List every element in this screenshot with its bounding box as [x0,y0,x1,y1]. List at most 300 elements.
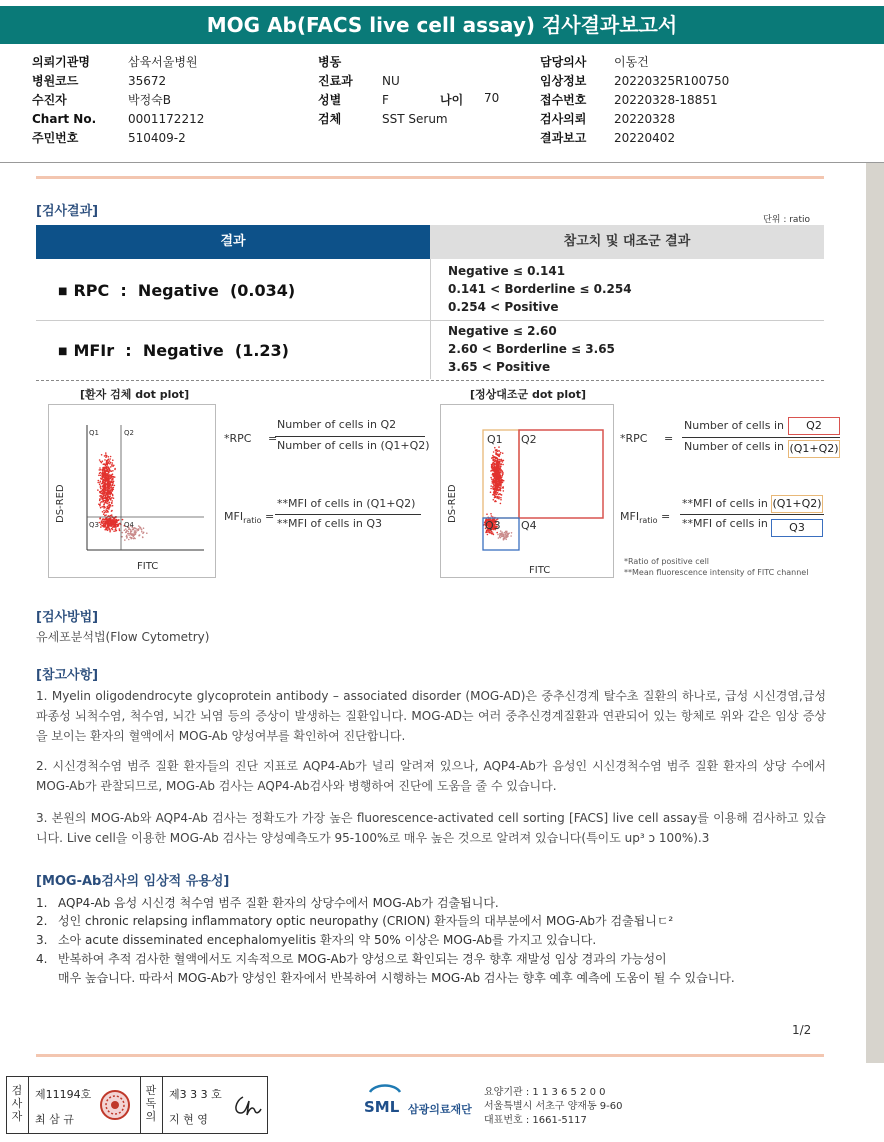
dot-plot-event [105,454,107,456]
dot-plot-event [102,479,104,481]
dot-plot-event [110,518,112,520]
dot-plot-event [99,518,101,520]
dot-plot-event [113,530,115,532]
label-patient: 수진자 [32,93,67,107]
dot-plot-event [126,530,128,532]
dot-plot-event [110,478,112,480]
dot-plot-event [499,455,501,457]
dot-plot-event [100,507,102,509]
dot-plot-event [100,486,102,488]
dot-plot-event [491,480,493,482]
header-col2 [318,53,448,129]
control-rpc-equals: = [664,432,674,445]
dot-plot-event [498,496,500,498]
dot-plot-event [138,530,140,532]
patient-mfi-numerator: **MFI of cells in (Q1+Q2) [277,497,416,510]
control-q2-label: Q2 [521,433,537,446]
reader-label: 판독의 [145,1084,157,1123]
clinical-item-2 [36,911,826,931]
dot-plot-event [107,526,109,528]
patient-mfi-sub: ratio [243,516,262,526]
value-age: 70 [484,91,500,105]
clinical-item-2-num: 2. [36,914,48,928]
dot-plot-event [105,483,107,485]
dot-plot-event [100,469,102,471]
dot-plot-event [505,539,507,541]
patient-dot-plot [48,404,216,578]
dot-plot-event [99,500,101,502]
clinical-item-2-text: 성인 chronic relapsing inflammatory optic neuropathy (CRION) 환자들의 대부분에서 MOG-Ab가 검출됩니ㄷ² [58,914,674,928]
patient-q4-label: Q4 [124,521,134,529]
dot-plot-event [135,533,137,535]
control-q3-label: Q3 [485,519,501,532]
dot-plot-event [107,475,109,477]
dot-plot-event [501,533,503,535]
dot-plot-event [112,459,114,461]
dot-plot-event [496,471,498,473]
dot-plot-event [494,469,496,471]
value-hospital-code: 35672 [128,74,167,88]
patient-mfi-denominator: **MFI of cells in Q3 [277,517,382,530]
label-institution: 의뢰기관명 [32,55,90,69]
dot-plot-event [499,493,501,495]
control-q1q2-box: (Q1+Q2) [788,440,840,458]
control-y-axis-label: DS-RED [447,484,458,523]
dot-plot-event [103,473,105,475]
unit-label: 단위 : ratio [763,215,810,225]
patient-plot-label: [환자 검체 dot plot] [80,388,190,401]
dot-plot-event [112,495,114,497]
dot-plot-event [107,508,109,510]
dot-plot-event [500,466,502,468]
reader-number: 제3 3 3 호 [169,1088,222,1101]
dot-plot-event [492,470,494,472]
dot-plot-event [494,463,496,465]
dot-plot-event [503,460,505,462]
dot-plot-event [501,531,503,533]
clinical-item-3-num: 3. [36,933,48,947]
dot-plot-event [130,533,132,535]
tester-label: 검사자 [11,1084,23,1123]
dot-plot-event [102,499,104,501]
dot-plot-event [501,494,503,496]
dot-plot-event [105,521,107,523]
dot-plot-event [122,532,124,534]
dot-plot-event [505,535,507,537]
dot-plot-event [507,535,509,537]
dot-plot-event [104,500,106,502]
dot-plot-event [113,476,115,478]
reader-label-cell [141,1077,163,1133]
reader-cell [163,1077,267,1133]
dot-plot-event [498,446,500,448]
dot-plot-event [108,524,110,526]
dot-plot-event [111,523,113,525]
control-rpc-name: *RPC [620,432,648,445]
dot-plot-event [99,467,101,469]
dot-plot-event [134,537,136,539]
dot-plot-event [112,462,114,464]
dot-plot-event [113,520,115,522]
dot-plot-event [99,459,101,461]
dot-plot-event [108,456,110,458]
dot-plot-event [106,528,108,530]
tester-label-cell [7,1077,29,1133]
dot-plot-event [499,463,501,465]
rpc-reference [448,262,632,316]
dot-plot-event [493,464,495,466]
dot-plot-event [503,538,505,540]
dot-plot-event [98,480,100,482]
patient-rpc-numerator: Number of cells in Q2 [277,418,397,431]
dot-plot-event [511,532,513,534]
dot-plot-event [126,536,128,538]
label-receipt-no: 접수번호 [540,93,587,107]
dot-plot-event [500,503,502,505]
dot-plot-event [494,497,496,499]
dot-plot-event [112,505,114,507]
dot-plot-event [138,528,140,530]
dot-plot-event [102,470,104,472]
dot-plot-event [107,494,109,496]
dot-plot-event [499,473,501,475]
dot-plot-event [110,462,112,464]
dot-plot-event [102,519,104,521]
dot-plot-event [105,487,107,489]
dot-plot-event [104,523,106,525]
tester-number: 제11194호 [35,1088,92,1101]
control-dot-plot [440,404,614,578]
dot-plot-event [495,488,497,490]
clinical-item-4-num: 4. [36,952,48,966]
page-number: 1/2 [792,1023,812,1037]
dot-plot-event [105,466,107,468]
dot-plot-event [487,534,489,536]
dot-plot-event [111,493,113,495]
dot-plot-event [138,535,140,537]
label-chart-no: Chart No. [32,112,97,126]
dot-plot-event [497,463,499,465]
peach-divider-top [36,176,824,179]
dot-plot-event [128,534,130,536]
method-section-title: [검사방법] [36,610,99,625]
dot-plot-event [100,526,102,528]
mfir-result-text: MFIr : Negative (1.23) [73,341,289,360]
reference-column-header: 참고치 및 대조군 결과 [430,225,824,259]
dot-plot-event [108,515,110,517]
dot-plot-event [491,464,493,466]
dot-plot-event [493,483,495,485]
dot-plot-event [495,459,497,461]
label-sex: 성별 [318,93,342,107]
label-physician: 담당의사 [540,55,587,69]
dot-plot-event [105,511,107,513]
dot-plot-event [108,490,110,492]
rpc-result: ■ RPC : Negative (0.034) [58,281,296,300]
dot-plot-event [497,481,499,483]
dot-plot-event [102,460,104,462]
dot-plot-event [499,450,501,452]
dot-plot-event [140,527,142,529]
dot-plot-event [503,490,505,492]
mfir-ref-borderline: 2.60 < Borderline ≤ 3.65 [448,342,615,356]
dot-plot-event [502,487,504,489]
patient-mfi-name-text: MFI [224,510,244,523]
control-q3-box: Q3 [771,519,823,537]
label-hospital-code: 병원코드 [32,74,79,88]
control-x-axis-label: FITC [529,565,551,576]
dot-plot-event [142,533,144,535]
dot-plot-event [495,467,497,469]
signature-box [6,1076,268,1134]
dot-plot-event [109,523,111,525]
clinical-item-4-cont-text: 매우 높습니다. 따라서 MOG-Ab가 양성인 환자에서 반복하여 시행하는 MOG-Ab 검사는 향후 예후 예측에 도움이 될 수 있습니다. [58,971,735,985]
dot-plot-event [486,513,488,515]
dot-plot-event [108,481,110,483]
patient-rpc-fraction-line [275,436,425,437]
scrollbar-track[interactable] [866,163,884,1063]
dot-plot-event [105,495,107,497]
dot-plot-event [497,472,499,474]
dot-plot-event [109,531,111,533]
dot-plot-event [497,486,499,488]
dot-plot-event [109,496,111,498]
dot-plot-event [501,459,503,461]
dot-plot-event [114,485,116,487]
dot-plot-event [134,530,136,532]
patient-q2-label: Q2 [124,429,134,437]
notes-section-title: [참고사항] [36,668,99,683]
clinical-item-4-cont-num [36,968,58,988]
dot-plot-event [110,498,112,500]
dot-plot-event [496,482,498,484]
dot-plot-event [100,495,102,497]
dot-plot-event [110,456,112,458]
dot-plot-event [105,500,107,502]
dot-plot-event [100,475,102,477]
results-section-title: [검사결과] [36,204,99,219]
dot-plot-event [111,514,113,516]
dot-plot-event [108,493,110,495]
patient-mfi-name: $MFI_{ratio}$ = [224,510,275,526]
label-report-date: 결과보고 [540,131,587,145]
dot-plot-event [490,513,492,515]
dot-plot-event [497,460,499,462]
tester-seal-icon [99,1089,131,1121]
dot-plot-event [124,529,126,531]
dot-plot-event [492,466,494,468]
dot-plot-event [490,488,492,490]
dot-plot-event [99,504,101,506]
dot-plot-event [496,486,498,488]
dot-plot-event [103,506,105,508]
header-col1 [32,53,204,148]
dot-plot-event [114,526,116,528]
dot-plot-event [497,455,499,457]
dot-plot-event [103,521,105,523]
dot-plot-event [109,469,111,471]
patient-q1-label: Q1 [89,429,99,437]
dot-plot-event [499,481,501,483]
dot-plot-event [99,482,101,484]
report-title: MOG Ab(FACS live cell assay) 검사결과보고서 [0,6,884,44]
dot-plot-event [128,539,130,541]
dot-plot-event [130,537,132,539]
value-report-date: 20220402 [614,131,676,145]
dot-plot-event [105,509,107,511]
dot-plot-event [493,488,495,490]
dot-plot-event [97,482,99,484]
dot-plot-event [104,483,106,485]
dot-plot-event [107,506,109,508]
dot-plot-event [503,480,505,482]
dot-plot-event [102,489,104,491]
org-name: 삼광의료재단 [408,1103,472,1116]
dot-plot-event [100,498,102,500]
dot-plot-event [510,535,512,537]
dot-plot-event [124,539,126,541]
value-institution: 삼육서울병원 [128,55,198,69]
dot-plot-event [109,475,111,477]
dot-plot-event [497,534,499,536]
dot-plot-event [100,502,102,504]
dot-plot-event [126,537,128,539]
dot-plot-event [108,488,110,490]
dot-plot-event [495,501,497,503]
org-phone: 대표번호 : 1661-5117 [484,1115,587,1126]
dot-plot-event [499,484,501,486]
table-row-divider [36,320,824,321]
method-text: 유세포분석법(Flow Cytometry) [36,630,210,644]
dot-plot-event [500,464,502,466]
dot-plot-event [101,492,103,494]
patient-x-axis-label: FITC [137,561,159,572]
dot-plot-event [111,500,113,502]
dot-plot-event [105,525,107,527]
patient-y-axis-label: DS-RED [55,484,66,523]
dot-plot-event [107,469,109,471]
dot-plot-event [491,515,493,517]
dot-plot-event [115,520,117,522]
dot-plot-event [107,498,109,500]
value-receipt-no: 20220328-18851 [614,93,718,107]
control-q2-box: Q2 [788,417,840,435]
sml-logo-icon [362,1084,406,1116]
dot-plot-event [100,524,102,526]
dot-plot-event [119,528,121,530]
dot-plot-event [494,482,496,484]
dot-plot-event [110,499,112,501]
dot-plot-event [97,489,99,491]
dot-plot-event [104,459,106,461]
dot-plot-event [495,452,497,454]
dot-plot-event [111,503,113,505]
dot-plot-event [493,491,495,493]
dot-plot-event [98,475,100,477]
dot-plot-event [141,531,143,533]
dot-plot-event [112,528,114,530]
dot-plot-event [493,451,495,453]
control-mfi-name-text: MFI [620,510,640,523]
dot-plot-event [500,499,502,501]
dot-plot-event [499,475,501,477]
clinical-section-title: [MOG-Ab검사의 임상적 유용성] [36,874,230,889]
org-address: 서울특별시 서초구 양재동 9-60 [484,1101,623,1112]
patient-rpc-equals: = [268,432,278,445]
dot-plot-event [131,533,133,535]
dot-plot-event [492,532,494,534]
dot-plot-event [492,457,494,459]
dot-plot-event [492,474,494,476]
dot-plot-event [493,479,495,481]
dot-plot-event [106,470,108,472]
value-sex: F [382,93,389,107]
dot-plot-event [493,485,495,487]
dot-plot-event [102,475,104,477]
label-specimen: 검체 [318,112,342,126]
notes-paragraph-3: 3. 본원의 MOG-Ab와 AQP4-Ab 검사는 정확도가 가장 높은 fluorescence-activated cell sorting [FACS] live cell assay를 이용해 검사하고 있습니다. Live cell을 이용한 MOG-Ab 검사는 양성예측도가 95-100%로 매우 높은 것으로 알려져 있습니다(특이도 up³ ɔ 100%).3 [36,811,826,845]
control-mfi-q1q2-box: (Q1+Q2) [771,495,823,513]
dot-plot-event [105,479,107,481]
dot-plot-event [119,530,121,532]
dot-plot-event [112,490,114,492]
label-resident-no: 주민번호 [32,131,79,145]
label-clinical-info: 임상정보 [540,74,587,88]
dot-plot-event [99,473,101,475]
dot-plot-event [103,510,105,512]
control-dot-plot-svg [441,405,613,577]
dot-plot-event [500,497,502,499]
rpc-ref-negative: Negative ≤ 0.141 [448,264,566,278]
dot-plot-event [502,464,504,466]
dot-plot-event [102,486,104,488]
clinical-item-1 [36,893,826,913]
dot-plot-event [121,536,123,538]
dot-plot-event [112,479,114,481]
dot-plot-event [99,492,101,494]
control-plot-label: [정상대조군 dot plot] [470,388,586,401]
label-ward: 병동 [318,55,342,69]
dot-plot-event [494,476,496,478]
dot-plot-event [507,533,509,535]
clinical-item-4 [36,949,826,969]
dot-plot-event [108,483,110,485]
dot-plot-event [112,470,114,472]
mfir-result: ■ MFIr : Negative (1.23) [58,341,289,360]
dot-plot-event [111,480,113,482]
header-col3 [540,53,729,148]
dot-plot-event [105,452,107,454]
dot-plot-event [499,459,501,461]
dot-plot-event [117,525,119,527]
dot-plot-event [109,486,111,488]
dot-plot-event [500,452,502,454]
dot-plot-event [109,507,111,509]
dot-plot-event [498,465,500,467]
clinical-item-4-text: 반복하여 추적 검사한 혈액에서도 지속적으로 MOG-Ab가 양성으로 확인되는 경우 향후 재발성 임상 경과의 가능성이 [58,952,667,966]
dot-plot-event [100,481,102,483]
dot-plot-event [495,457,497,459]
dot-plot-event [505,531,507,533]
dot-plot-event [492,468,494,470]
control-rpc-fraction-line [682,437,840,438]
dashed-divider [36,380,824,381]
dot-plot-event [108,502,110,504]
dot-plot-event [142,536,144,538]
dot-plot-event [499,454,501,456]
tester-cell [29,1077,141,1133]
clinical-item-1-num: 1. [36,896,48,910]
